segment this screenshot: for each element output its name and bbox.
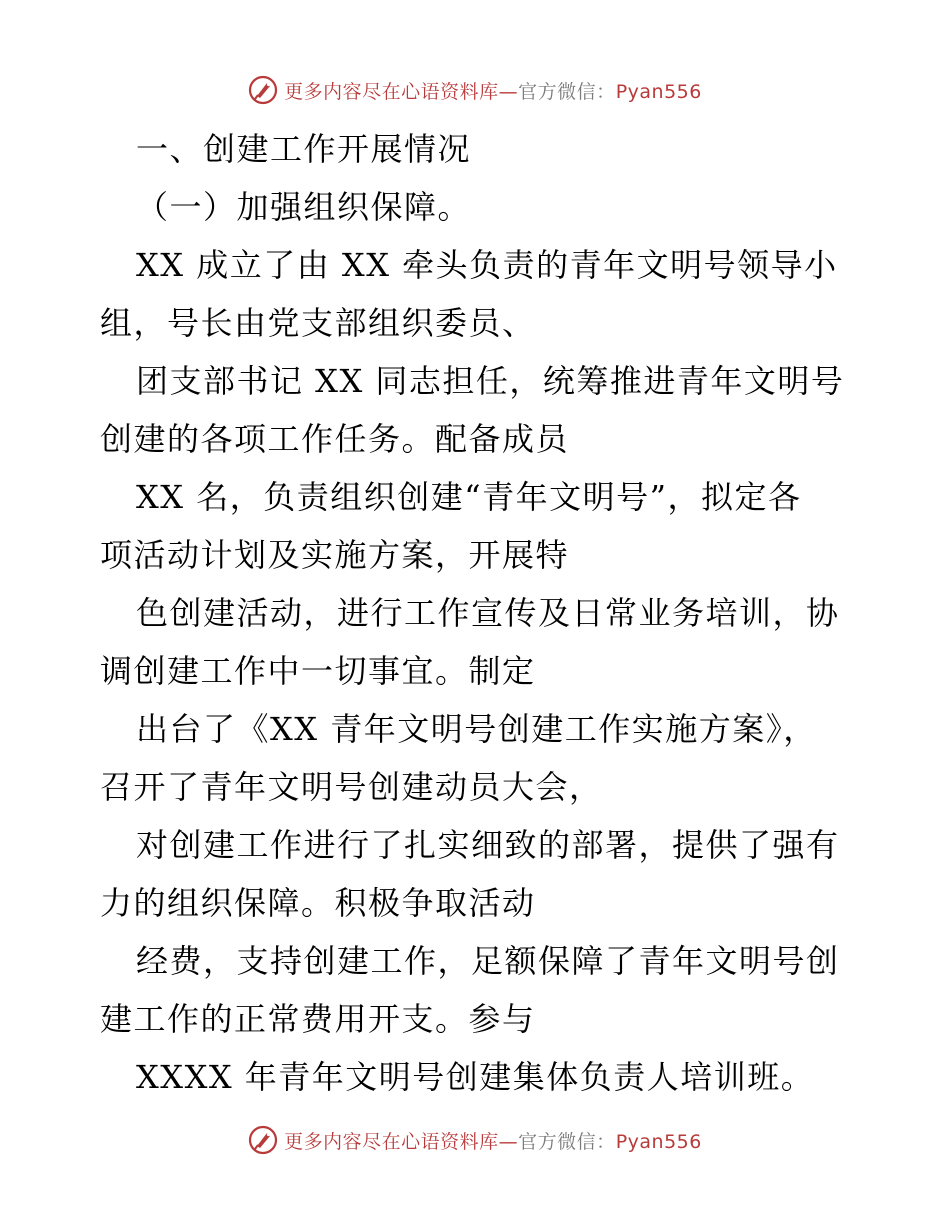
paragraph-line: 组，号长由党支部组织委员、 [100,304,536,342]
banner-main-text: 更多内容尽在心语资料库 [284,1130,499,1153]
pen-nib-logo-icon [248,75,278,105]
banner-official-label: 官方微信： [518,1130,616,1153]
paragraph-line: 对创建工作进行了扎实细致的部署，提供了强有 [136,826,840,864]
paragraph-line: 出台了《XX 青年文明号创建工作实施方案》， [136,710,817,748]
pen-nib-logo-icon [248,1125,278,1155]
document-body [100,120,860,1106]
paragraph-line: 创建的各项工作任务。配备成员 [100,420,570,458]
paragraph-line: 调创建工作中一切事宜。制定 [100,652,536,690]
banner-official-label: 官方微信： [518,80,616,103]
paragraph-line: 项活动计划及实施方案，开展特 [100,536,570,574]
paragraph-line: XXXX 年青年文明号创建集体负责人培训班。 [136,1058,815,1096]
banner-text [284,1127,702,1154]
banner-dash: — [498,80,519,103]
banner-dash: — [498,1130,519,1153]
banner-wechat-id: Pyan556 [615,80,702,103]
section-heading: 一、创建工作开展情况 [136,130,472,168]
paragraph-line: XX 名，负责组织创建“青年文明号”，拟定各 [136,478,802,516]
banner-main-text: 更多内容尽在心语资料库 [284,80,499,103]
banner-wechat-id: Pyan556 [615,1130,702,1153]
header-banner [0,72,950,108]
footer-banner [0,1122,950,1158]
paragraph-line: 色创建活动，进行工作宣传及日常业务培训，协 [136,594,840,632]
paragraph-line: 团支部书记 XX 同志担任，统筹推进青年文明号 [136,362,845,400]
paragraph-line: 建工作的正常费用开支。参与 [100,1000,536,1038]
banner-text [284,77,702,104]
paragraph-line: XX 成立了由 XX 牵头负责的青年文明号领导小 [136,246,838,284]
subsection-heading: （一）加强组织保障。 [136,188,472,226]
paragraph-line: 召开了青年文明号创建动员大会， [100,768,603,806]
paragraph-line: 力的组织保障。积极争取活动 [100,884,536,922]
paragraph-line: 经费，支持创建工作，足额保障了青年文明号创 [136,942,840,980]
